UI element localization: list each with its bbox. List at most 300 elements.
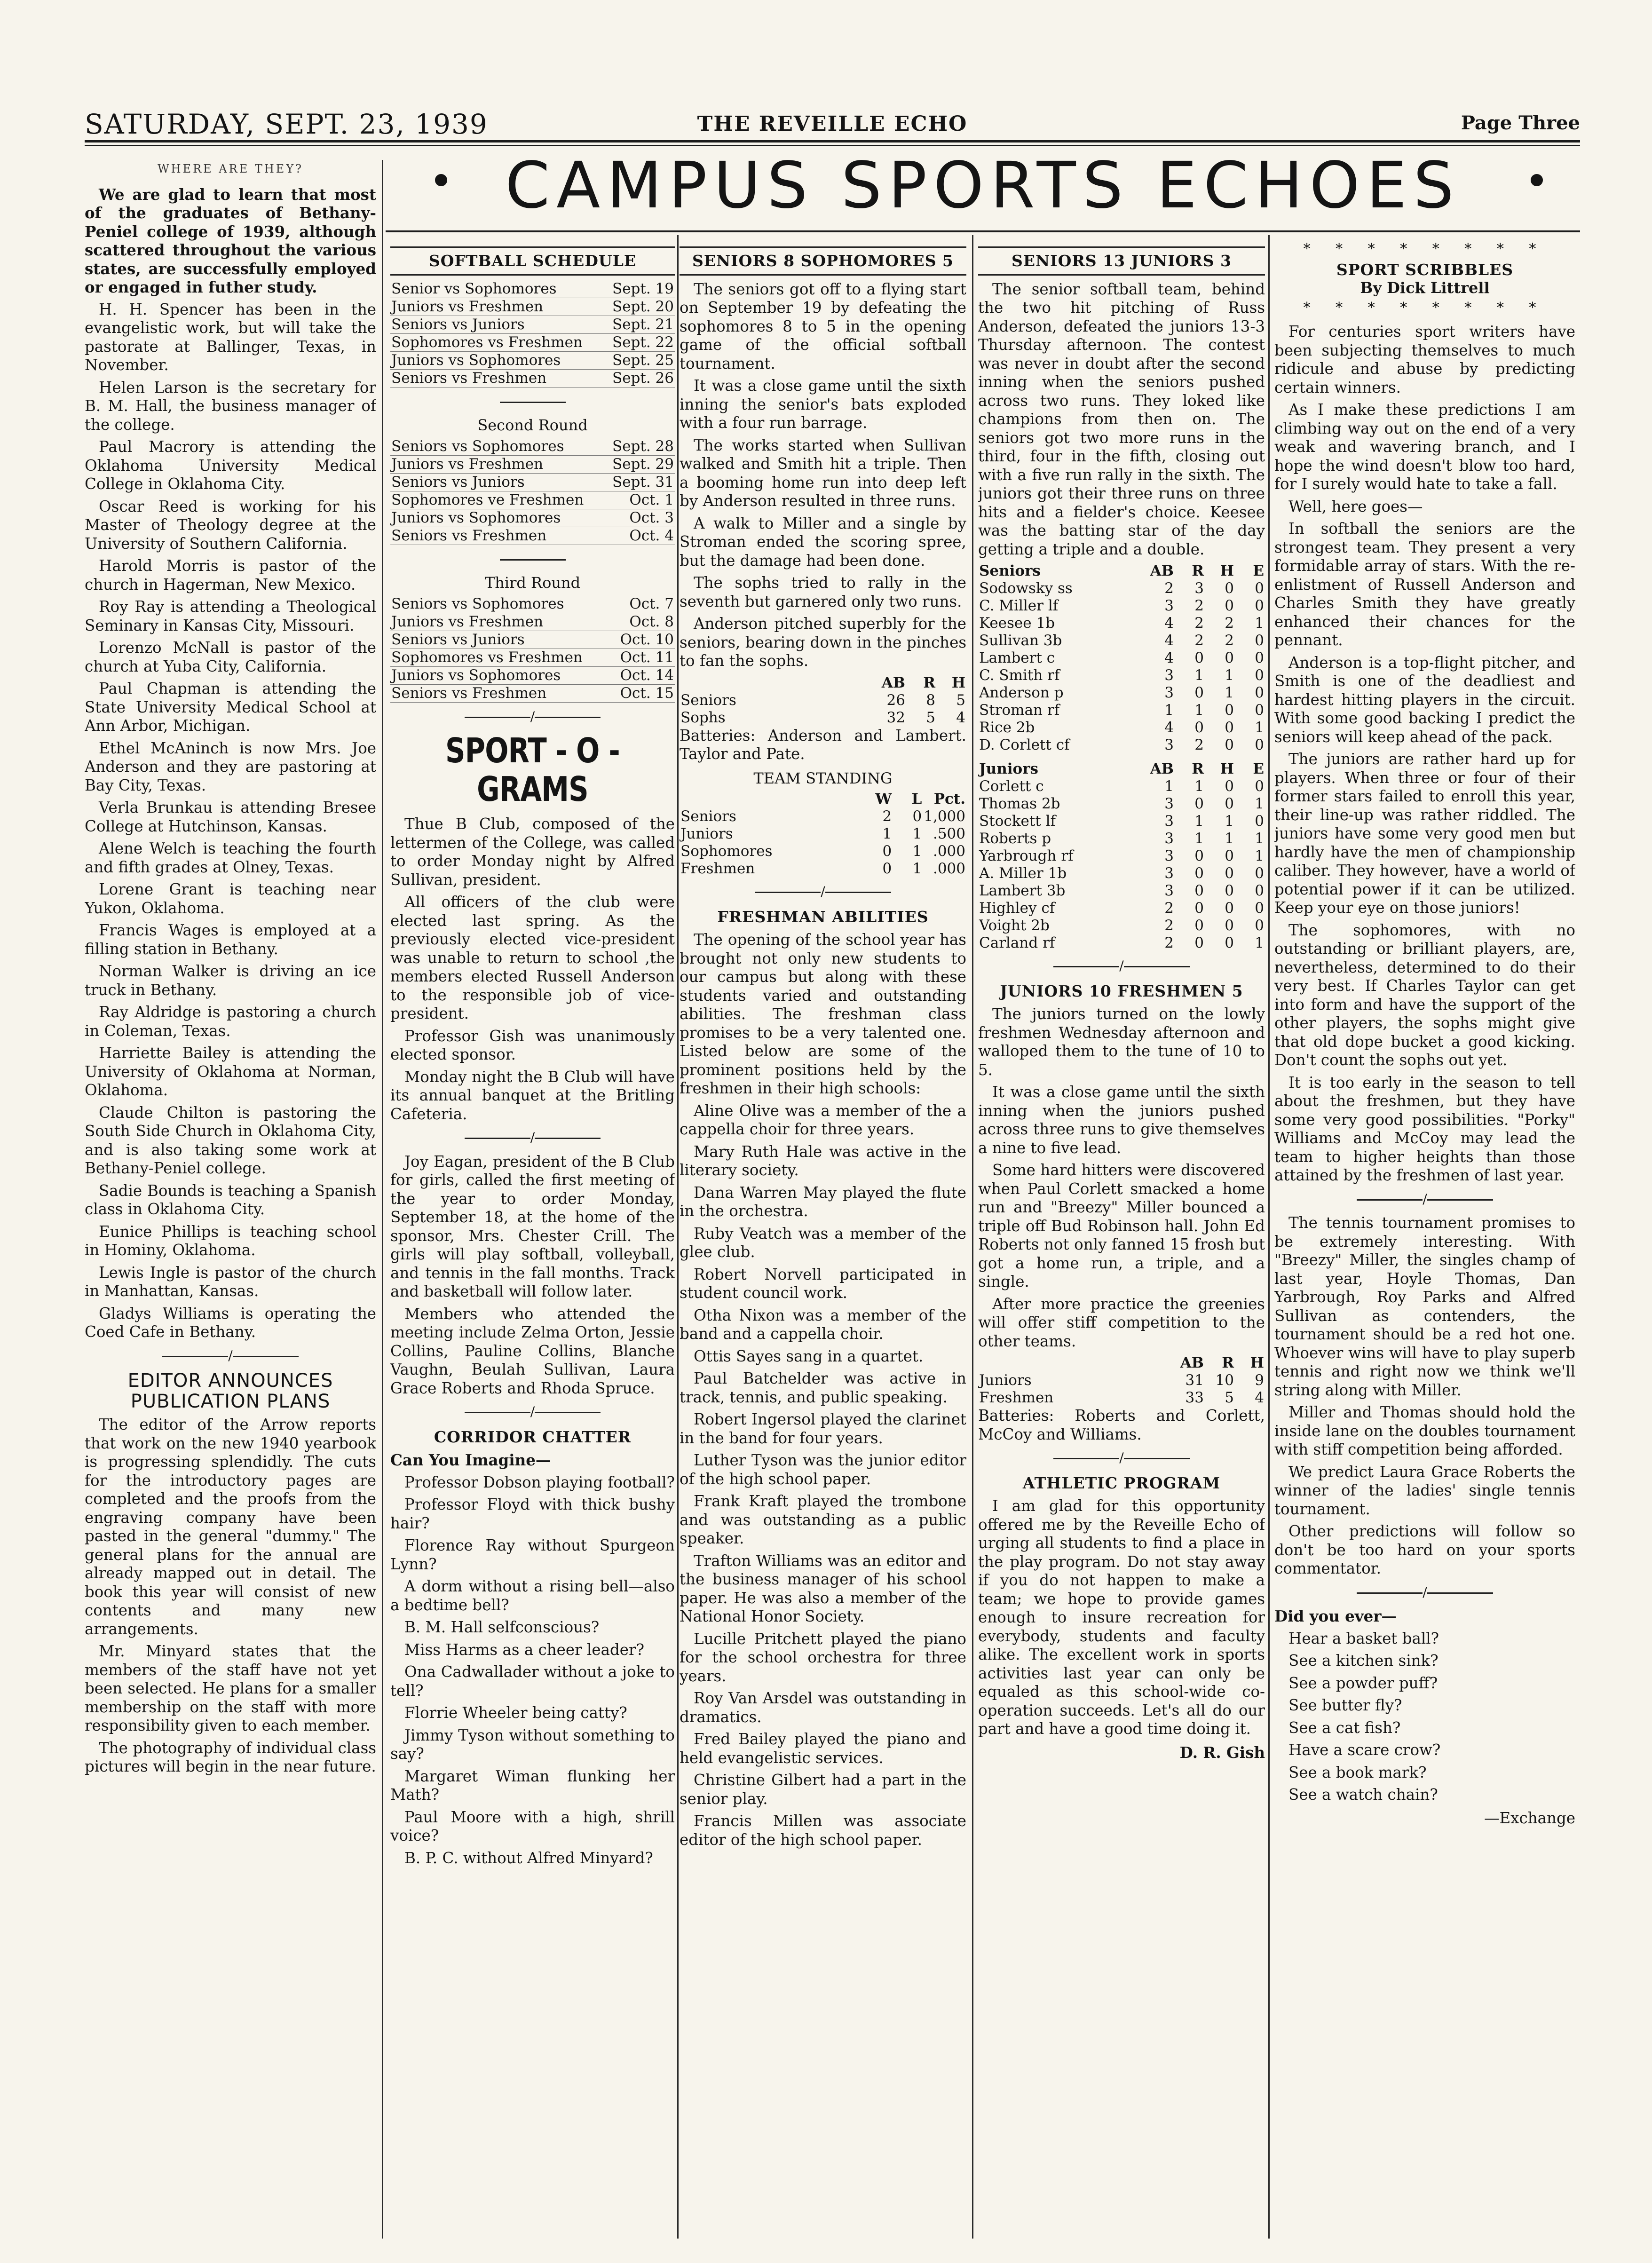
stat-cell: 3	[1164, 684, 1174, 701]
freshman-paragraph: Trafton Williams was an editor and the business manager of his school paper. He was also a member of the National Honor Society.	[680, 1551, 966, 1625]
editor-paragraph: Mr. Minyard states that the members of the staff have not yet been selected. He plans for a smaller membership on the staff with more responsibility given to each member.	[85, 1642, 376, 1734]
table-cell: 31	[1185, 1372, 1204, 1389]
game-date: Oct. 10	[611, 631, 675, 649]
table-cell: 2	[882, 808, 892, 825]
player-row	[978, 719, 1265, 736]
stat-cell: 3	[1164, 882, 1174, 899]
player-name: Corlett c	[979, 778, 1044, 795]
spacer	[978, 754, 1265, 760]
stat-cell: 1	[1194, 830, 1204, 847]
table-cell: 5	[1225, 1389, 1234, 1406]
column-header: H	[1220, 760, 1234, 777]
matchup: Sophomores ve Freshmen	[390, 491, 605, 509]
stat-cell: 0	[1194, 882, 1204, 899]
matchup: Sophomores vs Freshmen	[390, 333, 604, 351]
player-row	[978, 597, 1265, 615]
table-cell: Freshmen	[979, 1389, 1054, 1406]
schedule-row	[390, 316, 675, 333]
alumni-paragraph: Sadie Bounds is teaching a Spanish class in Oklahoma City.	[85, 1181, 376, 1218]
round-2-title: Second Round	[477, 416, 588, 434]
alumni-paragraph: Lewis Ingle is pastor of the church in Manhattan, Kansas.	[85, 1263, 376, 1300]
stat-cell: 1	[1225, 830, 1234, 847]
jf-headline: JUNIORS 10 FRESHMEN 5	[1000, 981, 1243, 1000]
game-date: Sept. 21	[604, 316, 675, 333]
corridor-item: Professor Floyd with thick bushy hair?	[390, 1495, 675, 1532]
schedule-round-3	[390, 595, 675, 703]
freshman-paragraph: Robert Norvell participated in student council work.	[680, 1265, 966, 1302]
box-row	[978, 1372, 1265, 1389]
alumni-paragraph: Harriette Bailey is attending the University of Oklahoma at Norman, Oklahoma.	[85, 1044, 376, 1099]
table-cell: .500	[933, 825, 965, 842]
alumni-paragraph: Lorene Grant is teaching near Yukon, Oklahoma.	[85, 880, 376, 917]
signature: D. R. Gish	[1179, 1743, 1265, 1762]
column-seniors-sophs: SENIORS 8 SOPHOMORES 5 The seniors got off to a flying start on September 19 by defeating the sophomores 8 to 5 in the opening game of the official softball tournament. It was a close game until the sixth inning the senior's bats exploded with a four run barrage. The works started when Sullivan walked and Smith hit a triple. Then a booming home run into deep left by Anderson resulted in three runs. A walk to Miller and a single by Stroman ended the scoring spree, but the damage had been done. The sophs tried to rally in the seventh but garnered only two runs. Anderson pitched superbly for the seniors, bearing down in the pinches to fan the sophs. AB R H Seniors 26 8 5 Sophs 32 5 4 Batteries: Anderson and Lambert. Taylor and Pate. TEAM STANDING W L Pct. Seniors 2 0 1,000 Juniors 1 1 .500 Sophomores 0 1 .000 Freshmen 0 1 .000 / FRESHMAN ABILITIES The opening of the school year has brought not only new students to our campus but along with these students varied and outstanding abilities. The freshman class promises to be a very talented one. Listed below are some of the prominent positions held by the freshmen in their high schools: Aline Olive was a member of the a cappella choir for three years. Mary Ruth Hale was active in the literary society. Dana Warren May played the flute in the orchestra. Ruby Veatch was a member of the glee club. Robert Norvell participated in student council work. Otha Nixon was a member of the band and a cappella choir. Ottis Sayes sang in a quartet. Paul Batchelder was active in track, tennis, and public speaking. Robert Ingersol played the clarinet in the band for four years. Luther Tyson was the junior editor of the high school paper. Frank Kraft played the trombone and was outstanding as a public speaker. Trafton Williams was an editor and the business manager of his school paper. He was also a member of the National Honor Society. Lucille Pritchett played the piano for the school orchestra for three years. Roy Van Arsdel was outstanding in dramatics. Fred Bailey played the piano and held evangelistic services. Christine Gilbert had a part in the senior play. Francis Millen was associate editor of the high school paper.	[680, 240, 966, 2262]
stat-cell: 0	[1225, 580, 1234, 597]
player-name: Thomas 2b	[979, 795, 1060, 812]
stat-cell: 3	[1164, 597, 1174, 614]
stat-cell: 2	[1194, 736, 1204, 753]
stat-cell: 0	[1255, 736, 1264, 753]
table-cell: Juniors	[979, 1372, 1032, 1389]
corridor-intro: Can You Imagine—	[390, 1451, 551, 1469]
stat-cell: 0	[1225, 847, 1234, 864]
alumni-paragraph: Verla Brunkau is attending Bresee College at Hutchinson, Kansas.	[85, 799, 376, 835]
table-cell: 1	[882, 825, 892, 842]
alumni-paragraph: Paul Macrory is attending the Oklahoma University Medical College in Oklahoma City.	[85, 438, 376, 493]
stat-cell: 1	[1255, 934, 1264, 951]
table-cell: 32	[886, 709, 905, 726]
corridor-item: A dorm without a rising bell—also a bedtime bell?	[390, 1577, 675, 1614]
scribbles-title: SPORT SCRIBBLES	[1336, 260, 1514, 279]
stat-cell: 1	[1255, 847, 1264, 864]
game-date: Sept. 20	[604, 298, 675, 316]
column-header: E	[1253, 760, 1264, 777]
freshman-paragraph: Lucille Pritchett played the piano for the school orchestra for three years.	[680, 1630, 966, 1685]
stat-cell: 0	[1194, 719, 1204, 736]
player-name: Carland rf	[979, 934, 1055, 951]
game-date: Oct. 14	[611, 666, 675, 684]
player-row	[978, 632, 1265, 649]
byline: By Dick Littrell	[1360, 279, 1490, 297]
table-cell: 1	[912, 860, 922, 877]
corridor-item: Ona Cadwallader without a joke to tell?	[390, 1663, 675, 1700]
alumni-paragraph: Lorenzo McNall is pastor of the church at Yuba City, California.	[85, 639, 376, 675]
stat-cell: 0	[1225, 597, 1234, 614]
matchup: Seniors vs Freshmen	[390, 684, 611, 702]
game-date: Sept. 28	[605, 438, 675, 456]
table-cell: 4	[1255, 1389, 1264, 1406]
stat-cell: 0	[1225, 865, 1234, 882]
player-row	[978, 847, 1265, 865]
page-header	[85, 99, 1580, 141]
did-you-item: See butter fly?	[1288, 1696, 1402, 1714]
game-paragraph: It was a close game until the sixth inning the senior's bats exploded with a four run barrage.	[680, 377, 966, 432]
stat-cell: 2	[1164, 900, 1174, 917]
stat-cell: 1	[1225, 667, 1234, 684]
player-name: Voight 2b	[979, 917, 1050, 934]
game-date: Oct. 7	[611, 595, 675, 613]
player-row	[978, 580, 1265, 597]
schedule-row	[390, 280, 675, 298]
alumni-paragraph: Gladys Williams is operating the Coed Cafe in Bethany.	[85, 1304, 376, 1341]
juniors-label: Juniors	[979, 760, 1038, 777]
header-rule-thin	[85, 145, 1580, 146]
stat-cell: 2	[1164, 580, 1174, 597]
stat-cell: 1	[1225, 813, 1234, 830]
stat-cell: 3	[1194, 580, 1204, 597]
stat-cell: 3	[1164, 813, 1174, 830]
stat-cell: 2	[1225, 615, 1234, 632]
game-headline: SENIORS 13 JUNIORS 3	[978, 246, 1265, 276]
stat-cell: 0	[1255, 778, 1264, 795]
stat-cell: 0	[1255, 900, 1264, 917]
schedule-row	[390, 455, 675, 473]
table-cell: 9	[1255, 1372, 1264, 1389]
column-alumni	[85, 160, 376, 2182]
scribble-paragraph: For centuries sport writers have been subjecting themselves to much ridicule and abuse by predicting certain winners.	[1274, 323, 1575, 396]
table-cell: 4	[956, 709, 965, 726]
stat-cell: 2	[1164, 934, 1174, 951]
stat-cell: 1	[1194, 778, 1204, 795]
freshman-paragraph: Fred Bailey played the piano and held evangelistic services.	[680, 1730, 966, 1767]
alumni-paragraph: Francis Wages is employed at a filling station in Bethany.	[85, 921, 376, 958]
did-you-item: See a watch chain?	[1288, 1786, 1438, 1804]
player-name: Sodowsky ss	[979, 580, 1073, 597]
stat-cell: 0	[1225, 702, 1234, 719]
stat-cell: 4	[1164, 649, 1174, 666]
round-3-title: Third Round	[484, 574, 581, 592]
column-header: H	[951, 674, 965, 691]
table-cell: Seniors	[680, 691, 736, 709]
scribble-paragraph: Other predictions will follow so don't be too hard on your sports commentator.	[1274, 1522, 1575, 1577]
schedule-row	[390, 298, 675, 316]
player-row	[978, 684, 1265, 702]
stat-cell: 0	[1194, 649, 1204, 666]
stat-cell: 0	[1255, 649, 1264, 666]
matchup: Juniors vs Freshmen	[390, 455, 605, 473]
player-row	[978, 702, 1265, 719]
table-header	[680, 674, 966, 692]
column-scribbles: * * * * * * * * SPORT SCRIBBLES By Dick Littrell * * * * * * * * For centuries sport writers have been subjecting themselves to much ridicule and abuse by predicting certain winners. As I make these predictions I am climbing way out on the end of a very weak and wavering branch, and I hope the wind doesn't blow too hard, for I surely would hate to take a fall. Well, here goes— In softball the seniors are the strongest team. They present a very formidable array of stars. With the re-enlistment of Russell Anderson and Charles Smith they have greatly enhanced their chances for the pennant. Anderson is a top-flight pitcher, and Smith is one of the deadliest and hardest hitting players in the circuit. With some good backing I predict the seniors will keep ahead of the pack. The juniors are rather hard up for players. When three or four of their former stars failed to enroll this year, their line-up was rather riddled. The juniors have some very good men but hardly have the men of championship caliber. They however, have a world of potential power if it can be utilized. Keep your eye on those juniors! The sophomores, with no outstanding or brilliant players, are, nevertheless, determined to do their very best. If Charles Taylor can get into form and have the support of the other players, the sophs might give that old dope bucket a good kicking. Don't count the sophs out yet. It is too early in the season to tell about the freshmen, but they have some very good possibilities. "Porky" Williams and McCoy may lead the team to higher heights than those attained by the freshmen of last year. / The tennis tournament promises to be extremely interesting. With "Breezy" Miller, the singles champ of last year, Hoyle Thomas, Dan Yarbrough, Roy Parks and Alfred Sullivan as contenders, the tournament should be a red hot one. Whoever wins will have to play superb tennis and right now we think we'll string along with Miller. Miller and Thomas should hold the inside lane on the doubles tournament with stiff competition being afforded. We predict Laura Grace Roberts the winner of the ladies' single tennis tournament. Other predictions will follow so don't be too hard on your sports commentator. / Did you ever— Hear a basket ball? See a kitchen sink? See a powder puff? See butter fly? See a cat fish? Have a scare crow? See a book mark? See a watch chain? —Exchange	[1274, 241, 1575, 1827]
column-header	[978, 1354, 1175, 1372]
page-number: Page Three	[1461, 112, 1580, 134]
schedule-row	[390, 613, 675, 631]
alumni-paragraph: H. H. Spencer has been in the evangelistic work, but will take the pastorate at Ballinger, Texas, in November.	[85, 300, 376, 374]
stat-cell: 0	[1255, 917, 1264, 934]
table-cell: Sophomores	[680, 843, 773, 860]
stat-cell: 0	[1255, 667, 1264, 684]
box-row	[978, 1389, 1265, 1407]
column-header: H	[1250, 1354, 1264, 1371]
stat-cell: 1	[1225, 684, 1234, 701]
game-date: Oct. 4	[605, 527, 675, 545]
player-name: C. Smith rf	[979, 667, 1060, 684]
player-name: Sullivan 3b	[979, 632, 1062, 649]
stat-cell: 0	[1255, 684, 1264, 701]
table-cell: 0	[882, 843, 892, 860]
schedule-round-1	[390, 280, 675, 388]
player-row	[978, 917, 1265, 934]
stat-cell: 1	[1164, 778, 1174, 795]
column-header: R	[923, 674, 935, 691]
scribble-paragraph: Well, here goes—	[1288, 497, 1423, 515]
freshman-paragraph: Robert Ingersol played the clarinet in the band for four years.	[680, 1410, 966, 1447]
stat-cell: 0	[1225, 778, 1234, 795]
girls-club-paragraph: Members who attended the meeting include Zelma Orton, Jessie Collins, Pauline Collins, Blanche Vaughn, Beulah Sullivan, Laura Grace Roberts and Rhoda Spruce.	[390, 1305, 675, 1397]
table-cell: 1,000	[924, 808, 965, 825]
stat-cell: 0	[1255, 882, 1264, 899]
matchup: Seniors vs Sophomores	[390, 438, 605, 456]
stat-cell: 1	[1255, 795, 1264, 812]
stat-cell: 0	[1255, 632, 1264, 649]
did-you-item: Hear a basket ball?	[1288, 1629, 1439, 1647]
did-you-item: See a book mark?	[1288, 1763, 1427, 1781]
matchup: Juniors vs Sophomores	[390, 351, 604, 369]
column-divider	[677, 235, 679, 2239]
standing-row	[680, 808, 966, 825]
freshman-paragraph: Christine Gilbert had a part in the senior play.	[680, 1771, 966, 1808]
freshman-paragraph: The opening of the school year has brought not only new students to our campus but along with these students varied and outstanding abilities. The freshman class promises to be a very talented one. Listed below are some of the prominent positions held by the freshmen in their high schools:	[680, 931, 966, 1097]
schedule-round-2	[390, 438, 675, 545]
table-cell: Juniors	[680, 825, 733, 842]
player-name: Highley cf	[979, 900, 1055, 917]
standing-row	[680, 860, 966, 878]
table-cell: 1	[912, 843, 922, 860]
b-club-paragraph: Thue B Club, composed of the lettermen of the College, was called to order Monday night by Alfred Sullivan, president.	[390, 815, 675, 889]
stat-cell: 2	[1194, 615, 1204, 632]
matchup: Senior vs Sophomores	[390, 280, 604, 298]
table-cell: 0	[882, 860, 892, 877]
scribble-paragraph: Miller and Thomas should hold the inside lane on the doubles tournament with stiff competition being afforded.	[1274, 1403, 1575, 1458]
corridor-item: Miss Harms as a cheer leader?	[404, 1640, 645, 1659]
game-date: Oct. 3	[605, 509, 675, 527]
editor-paragraph: The photography of individual class pictures will begin in the near future.	[85, 1739, 376, 1775]
stat-cell: 0	[1194, 865, 1204, 882]
box-row	[680, 709, 966, 727]
scribble-paragraph: The sophomores, with no outstanding or brilliant players, are, nevertheless, determined to do their very best. If Charles Taylor can get into form and have the support of the other players, the sophs might give that old dope bucket a good kicking. Don't count the sophs out yet.	[1274, 921, 1575, 1069]
schedule-title: SOFTBALL SCHEDULE	[390, 246, 675, 276]
stat-cell: 0	[1194, 900, 1204, 917]
stat-cell: 0	[1255, 865, 1264, 882]
freshman-paragraph: Luther Tyson was the junior editor of the high school paper.	[680, 1451, 966, 1488]
stat-cell: 0	[1225, 649, 1234, 666]
player-row	[978, 649, 1265, 667]
alumni-paragraph: Norman Walker is driving an ice truck in Bethany.	[85, 962, 376, 999]
table-header	[978, 562, 1265, 580]
table-cell: 1	[912, 825, 922, 842]
star-border-icon: * * * * * * * *	[1303, 299, 1547, 316]
player-name: Keesee 1b	[979, 615, 1055, 632]
column-header: R	[1192, 562, 1204, 579]
alumni-paragraph: Roy Ray is attending a Theological Seminary in Kansas City, Missouri.	[85, 598, 376, 634]
player-row	[978, 813, 1265, 830]
stat-cell: 4	[1164, 632, 1174, 649]
schedule-row	[390, 351, 675, 369]
scribble-paragraph: As I make these predictions I am climbing way out on the end of a very weak and wavering branch, and I hope the wind doesn't blow too hard, for I surely would hate to take a fall.	[1274, 401, 1575, 493]
column-header: H	[1220, 562, 1234, 579]
player-name: Anderson p	[979, 684, 1064, 701]
stat-cell: 0	[1225, 719, 1234, 736]
schedule-row	[390, 666, 675, 684]
column-divider	[1268, 235, 1270, 2239]
stat-cell: 1	[1255, 719, 1264, 736]
stat-cell: 2	[1225, 632, 1234, 649]
schedule-row	[390, 438, 675, 456]
standing-row	[680, 843, 966, 860]
paper-name: THE REVEILLE ECHO	[697, 112, 968, 136]
matchup: Seniors vs Juniors	[390, 316, 604, 333]
box-score	[680, 674, 966, 727]
column-header: Pct.	[933, 791, 965, 807]
scribble-paragraph: In softball the seniors are the strongest team. They present a very formidable array of stars. With the re-enlistment of Russell Anderson and Charles Smith they have greatly enhanced their chances for the pennant.	[1274, 520, 1575, 649]
jf-box-score	[978, 1354, 1265, 1407]
stat-cell: 3	[1164, 847, 1174, 864]
stat-cell: 0	[1225, 795, 1234, 812]
stat-cell: 0	[1225, 882, 1234, 899]
section-banner: CAMPUS SPORTS ECHOES	[505, 149, 1461, 223]
table-cell: 5	[956, 691, 965, 709]
alumni-paragraph: We are glad to learn that most of the graduates of Bethany-Peniel college of 1939, although scattered throughout the various states, are successfully employed or engaged in futher study.	[85, 185, 376, 296]
box-row	[680, 692, 966, 709]
batteries: Batteries: Anderson and Lambert. Taylor and Pate.	[680, 726, 966, 763]
game-date: Oct. 11	[611, 649, 675, 666]
matchup: Seniors vs Juniors	[390, 473, 605, 491]
stat-cell: 1	[1194, 813, 1204, 830]
game-paragraph: Anderson pitched superbly for the seniors, bearing down in the pinches to fan the sophs.	[680, 615, 966, 670]
jf-batteries: Batteries: Roberts and Corlett, McCoy and Williams.	[978, 1407, 1265, 1443]
did-you-ever: Did you ever—	[1274, 1607, 1397, 1625]
scribble-paragraph: It is too early in the season to tell about the freshmen, but they have some very good possibilities. "Porky" Williams and McCoy may lead the team to higher heights than those attained by the freshmen of last year.	[1274, 1073, 1575, 1184]
alumni-paragraph: Claude Chilton is pastoring the South Side Church in Oklahoma City, and is also taking some work at Bethany-Peniel college.	[85, 1103, 376, 1177]
editor-paragraph: The editor of the Arrow reports that work on the new 1940 yearbook is progressing splendidly. The cuts for the introductory pages are completed and the proofs from the engraving company have been pasted in the general "dummy." The general plans for the annual are already mapped out in detail. The book this year will consist of new contents and many new arrangements.	[85, 1416, 376, 1638]
stat-cell: 1	[1255, 830, 1264, 847]
stat-cell: 0	[1255, 597, 1264, 614]
table-header	[680, 791, 966, 808]
player-row	[978, 615, 1265, 632]
stat-cell: 0	[1225, 736, 1234, 753]
player-name: Stroman rf	[979, 702, 1060, 719]
corridor-title: CORRIDOR CHATTER	[434, 1427, 632, 1446]
freshman-paragraph: Paul Batchelder was active in track, tennis, and public speaking.	[680, 1369, 966, 1406]
game-date: Oct. 1	[605, 491, 675, 509]
stat-cell: 0	[1225, 900, 1234, 917]
stat-cell: 4	[1164, 615, 1174, 632]
table-cell: Freshmen	[680, 860, 755, 877]
standing-row	[680, 825, 966, 843]
game-headline: SENIORS 8 SOPHOMORES 5	[680, 246, 966, 276]
b-club-paragraph: Monday night the B Club will have its annual banquet at the Britling Cafeteria.	[390, 1068, 675, 1123]
stat-cell: 1	[1164, 702, 1174, 719]
corridor-item: Paul Moore with a high, shrill voice?	[390, 1808, 675, 1844]
freshman-paragraph: Dana Warren May played the flute in the orchestra.	[680, 1183, 966, 1220]
stat-cell: 3	[1164, 865, 1174, 882]
table-cell: .000	[933, 843, 965, 860]
schedule-row	[390, 649, 675, 666]
game-date: Sept. 29	[605, 455, 675, 473]
column-header: AB	[1180, 1354, 1204, 1371]
player-box-score	[978, 562, 1265, 952]
stat-cell: 0	[1194, 847, 1204, 864]
did-you-item: See a powder puff?	[1288, 1674, 1438, 1692]
stat-cell: 2	[1164, 917, 1174, 934]
game-paragraph: The sophs tried to rally in the seventh but garnered only two runs.	[680, 574, 966, 610]
column-header: AB	[1150, 760, 1174, 777]
scribble-paragraph: The juniors are rather hard up for players. When three or four of their former stars failed to enroll this year, their line-up was rather riddled. The juniors have some very good men but hardly have the men of championship caliber. They however, have a world of potential power if it can be utilized. Keep your eye on those juniors!	[1274, 750, 1575, 917]
player-name: C. Miller lf	[979, 597, 1059, 614]
freshman-title: FRESHMAN ABILITIES	[717, 907, 929, 926]
corridor-item: Florence Ray without Spurgeon Lynn?	[390, 1536, 675, 1573]
freshman-paragraph: Roy Van Arsdel was outstanding in dramatics.	[680, 1689, 966, 1726]
jf-paragraph: It was a close game until the sixth inning when the juniors pushed across three runs to give themselves a nine to five lead.	[978, 1083, 1265, 1157]
stat-cell: 1	[1194, 702, 1204, 719]
jf-paragraph: The juniors turned on the lowly freshmen Wednesday afternoon and walloped them to the tune of 10 to 5.	[978, 1005, 1265, 1079]
banner-bullet-right	[1531, 174, 1543, 186]
column-seniors-juniors: SENIORS 13 JUNIORS 3 The senior softball team, behind the two hit pitching of Russ Anderson, defeated the juniors 13-3 Thursday afternoon. The contest was never in doubt after the second inning when the seniors pushed across two runs. They loked like champions from then on. The seniors got two more runs in the third, four in the fifth, closing out with a five run rally in the sixth. The juniors got their three runs on three hits and a fielder's choice. Keesee was the batting star of the day getting a triple and a double. Seniors AB R H E Sodowsky ss 2 3 0 0 C. Miller lf 3 2 0 0 Keesee 1b 4 2 2 1 Sullivan 3b 4 2 2 0 Lambert c 4 0 0 0 C. Smith rf 3 1 1 0 Anderson p 3 0 1 0 Stroman rf 1 1 0 0 Rice 2b 4 0 0 1 D. Corlett cf 3 2 0 0 Juniors AB R H E Corlett c 1 1 0 0 Thomas 2b 3 0 0 1 Stockett lf 3 1 1 0 Roberts p 3 1 1 1 Yarbrough rf 3 0 0 1 A. Miller 1b 3 0 0 0 Lambert 3b 3 0 0 0 Highley cf 2 0 0 0 Voight 2b 2 0 0 0 Carland rf 2 0 0 1 / JUNIORS 10 FRESHMEN 5 The juniors turned on the lowly freshmen Wednesday afternoon and walloped them to the tune of 10 to 5. It was a close game until the sixth inning when the juniors pushed across three runs to give themselves a nine to five lead. Some hard hitters were discovered when Paul Corlett smacked a home run and "Breezy" Miller bounced a triple off Bud Robinson hall. John Ed Roberts not only fanned 15 frosh but got a home run, a triple, and a single. After more practice the greenies will offer stiff competition to the other teams. AB R H Juniors 31 10 9 Freshmen 33 5 4 Batteries: Roberts and Corlett, McCoy and Williams. / ATHLETIC PROGRAM I am glad for this opportunity offered me by the Reveille Echo of urging all students to find a place in the play program. Do not stay away if you do not happen to make a team; we hope to provide games enough to insure recreation for everybody, students and faculty alike. The excellent work in sports activities last year can only be equaled as this school-wide co-operation succeeds. Let's all do our part and have a good time doing it. D. R. Gish	[978, 240, 1265, 2262]
b-club-paragraph: All officers of the club were elected last spring. As the previously elected vice-president was unable to return to school ,the members elected Russell Anderson to the responsible job of vice-president.	[390, 893, 675, 1022]
alumni-paragraph: Oscar Reed is working for his Master of Theology degree at the University of Southern California.	[85, 497, 376, 553]
table-header	[978, 760, 1265, 778]
corridor-item: Professor Dobson playing football?	[404, 1473, 675, 1491]
schedule-row	[390, 684, 675, 702]
table-cell: 8	[926, 691, 935, 709]
player-name: Yarbrough rf	[979, 847, 1074, 864]
scribble-paragraph: Anderson is a top-flight pitcher, and Smith is one of the deadliest and hardest hitting players in the circuit. With some good backing I predict the seniors will keep ahead of the pack.	[1274, 653, 1575, 746]
freshman-paragraph: Ruby Veatch was a member of the glee club.	[680, 1224, 966, 1261]
game-paragraph: A walk to Miller and a single by Stroman ended the scoring spree, but the damage had been done.	[680, 514, 966, 570]
freshman-paragraph: Frank Kraft played the trombone and was outstanding as a public speaker.	[680, 1492, 966, 1547]
alumni-paragraph: Ethel McAninch is now Mrs. Joe Anderson and they are pastoring at Bay City, Texas.	[85, 739, 376, 794]
stat-cell: 0	[1225, 917, 1234, 934]
column-header: L	[911, 791, 922, 807]
stat-cell: 2	[1194, 632, 1204, 649]
alumni-paragraph: Helen Larson is the secretary for B. M. Hall, the business manager of the college.	[85, 378, 376, 434]
table-cell: 5	[926, 709, 935, 726]
player-row	[978, 882, 1265, 900]
matchup: Juniors vs Freshmen	[390, 298, 604, 316]
player-row	[978, 900, 1265, 917]
did-you-item: Have a scare crow?	[1288, 1741, 1441, 1759]
did-you-item: See a kitchen sink?	[1288, 1652, 1439, 1670]
table-cell: 0	[912, 808, 922, 825]
header-rule	[85, 140, 1580, 142]
athletic-paragraph: I am glad for this opportunity offered me by the Reveille Echo of urging all students to find a place in the play program. Do not stay away if you do not happen to make a team; we hope to provide games enough to insure recreation for everybody, students and faculty alike. The excellent work in sports activities last year can only be equaled as this school-wide co-operation succeeds. Let's all do our part and have a good time doing it.	[978, 1497, 1265, 1738]
player-name: A. Miller 1b	[979, 865, 1067, 882]
freshman-paragraph: Aline Olive was a member of the a cappella choir for three years.	[680, 1101, 966, 1138]
stat-cell: 0	[1194, 684, 1204, 701]
freshman-paragraph: Ottis Sayes sang in a quartet.	[694, 1347, 924, 1365]
corridor-item: Jimmy Tyson without something to say?	[390, 1726, 675, 1763]
stat-cell: 0	[1225, 934, 1234, 951]
player-name: Rice 2b	[979, 719, 1035, 736]
spacer-cell	[978, 754, 1265, 760]
corridor-item: Margaret Wiman flunking her Math?	[390, 1767, 675, 1804]
table-cell: 10	[1215, 1372, 1234, 1389]
alumni-paragraph: Harold Morris is pastor of the church in Hagerman, New Mexico.	[85, 557, 376, 593]
stat-cell: 0	[1194, 917, 1204, 934]
matchup: Juniors vs Sophomores	[390, 509, 605, 527]
schedule-row	[390, 333, 675, 351]
game-date: Sept. 22	[604, 333, 675, 351]
player-row	[978, 778, 1265, 795]
player-name: Roberts p	[979, 830, 1051, 847]
freshman-paragraph: Francis Millen was associate editor of the high school paper.	[680, 1812, 966, 1849]
column-header	[680, 791, 862, 808]
column-header: W	[875, 791, 892, 807]
schedule-row	[390, 491, 675, 509]
stat-cell: 3	[1164, 667, 1174, 684]
corridor-item: B. P. C. without Alfred Minyard?	[404, 1849, 653, 1867]
stat-cell: 0	[1255, 813, 1264, 830]
